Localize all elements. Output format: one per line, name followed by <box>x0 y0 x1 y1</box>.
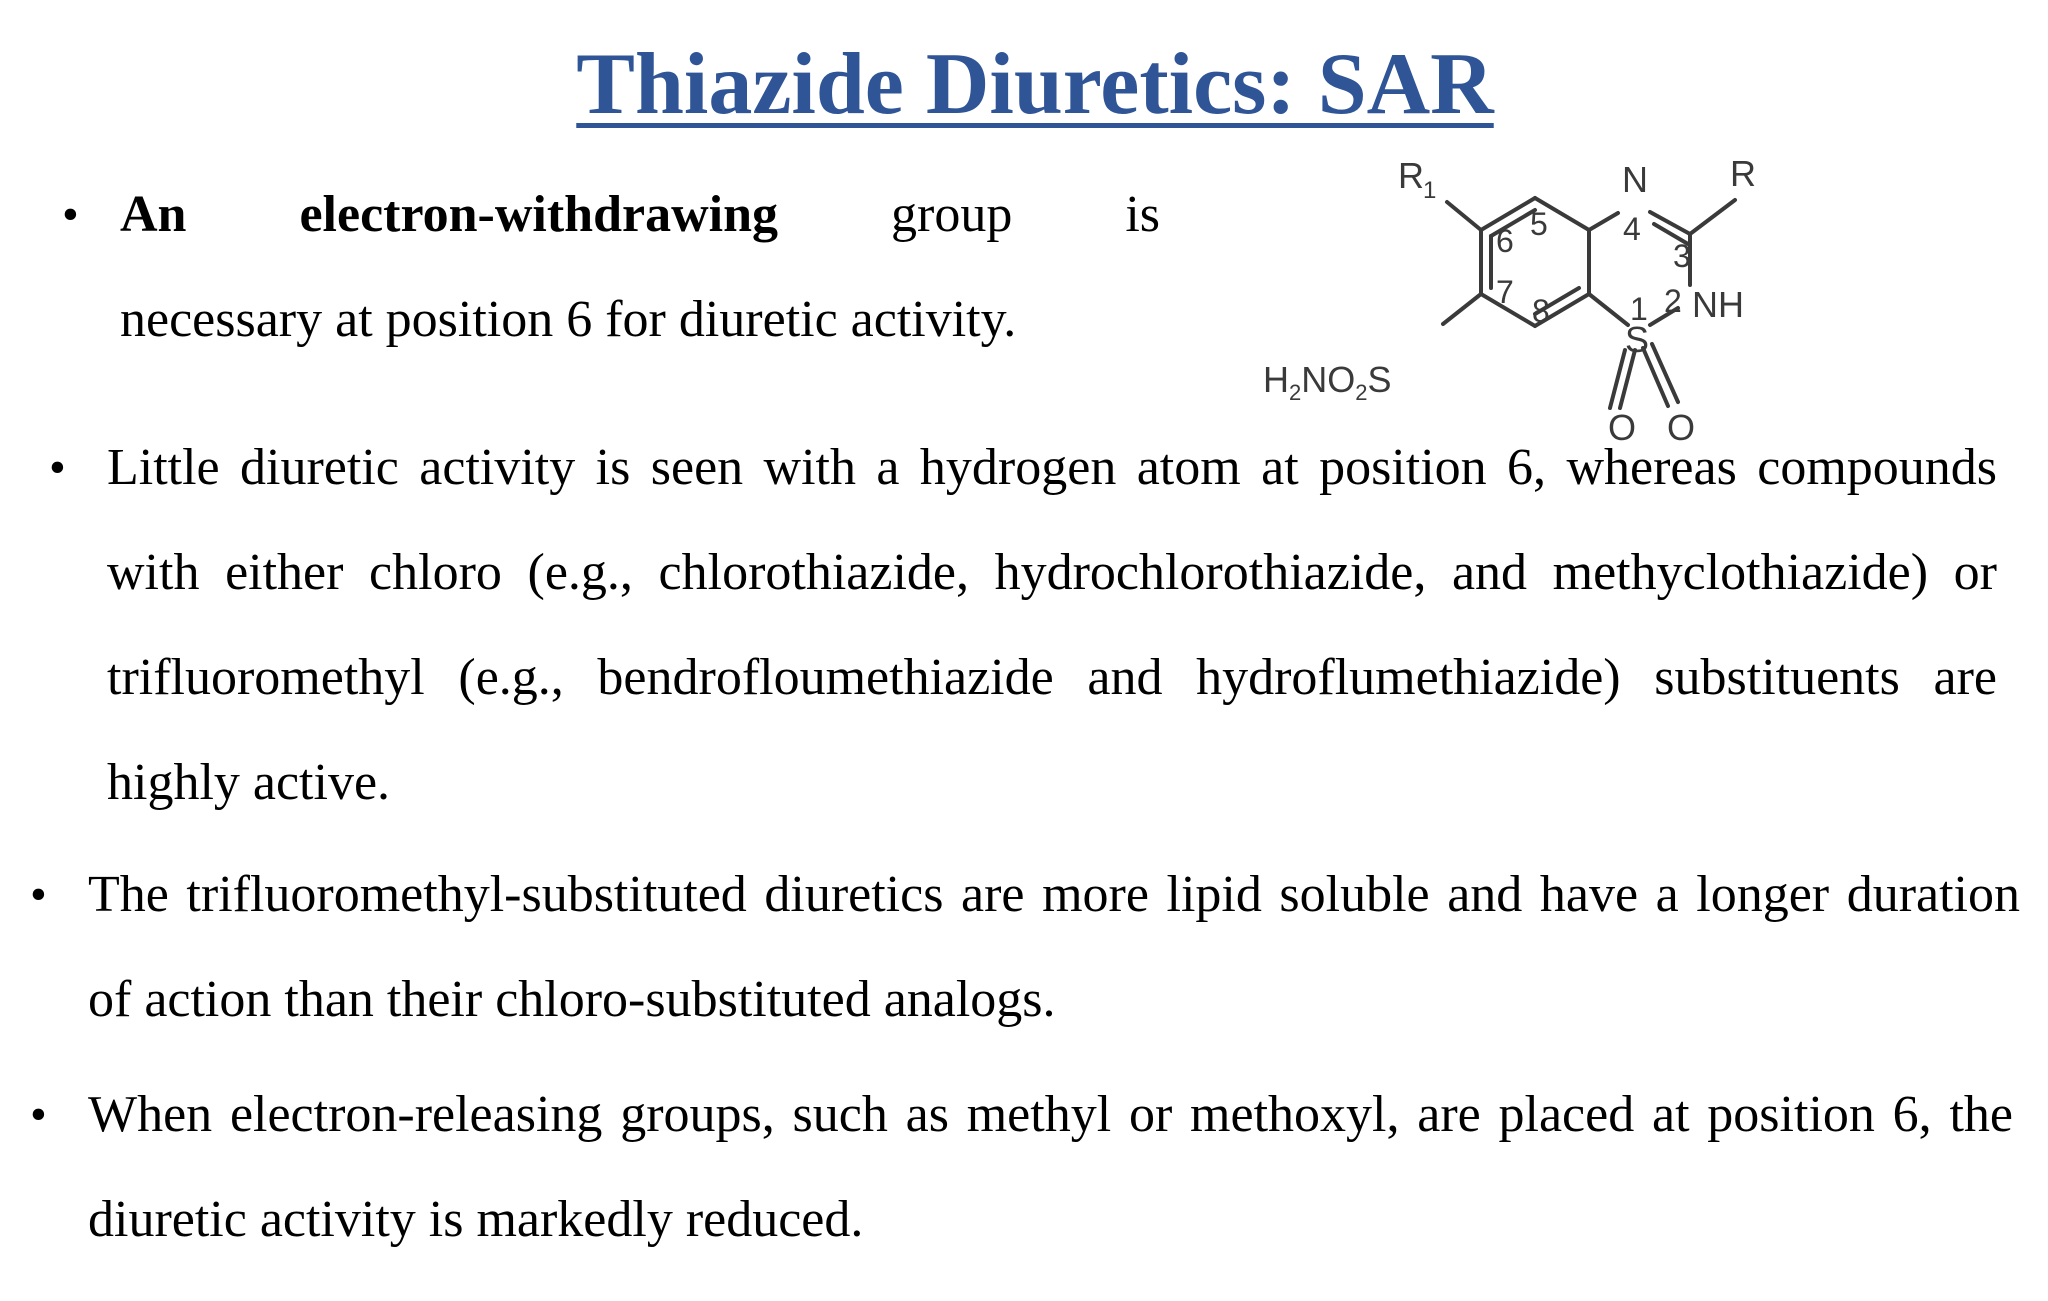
position-2-label: 2 <box>1664 283 1682 319</box>
oxygen-left-label: O <box>1608 407 1637 448</box>
bullet-hydrogen-position-6 <box>49 415 1997 835</box>
bullet-dot: • <box>30 1088 47 1141</box>
bullet-dot: • <box>30 868 47 921</box>
h2no2s-sub-2b: 2 <box>1355 380 1368 405</box>
nh-label: NH <box>1692 284 1744 325</box>
position-5-label: 5 <box>1530 206 1548 242</box>
word-is: is <box>1125 186 1160 243</box>
bullet-dot: • <box>62 188 79 241</box>
position-1-label: 1 <box>1630 291 1648 327</box>
position-3-label: 3 <box>1673 238 1691 274</box>
position-6-label: 6 <box>1496 223 1514 259</box>
h2no2s-no: NO <box>1301 359 1356 400</box>
thiazide-structure-diagram <box>1250 140 1870 450</box>
bullet-text: The trifluoromethyl-substituted diuretics are more lipid soluble and have a longer duration of action than their chloro-substituted analogs. <box>88 866 2020 1028</box>
word-group: group <box>891 186 1013 243</box>
r1-subscript: 1 <box>1423 177 1437 204</box>
r1-label: R <box>1398 155 1424 196</box>
s-atom-label: S <box>1625 319 1650 360</box>
r-label: R <box>1730 153 1756 194</box>
slide-title: Thiazide Diuretics: SAR <box>576 36 1494 133</box>
bold-word-electron-withdrawing: electron-withdrawing <box>299 186 779 243</box>
bullet-trifluoromethyl-lipid <box>30 842 2020 1052</box>
bullet-electron-releasing <box>30 1062 2013 1272</box>
h2no2s-s: S <box>1367 359 1392 400</box>
oxygen-right-label: O <box>1667 407 1696 448</box>
bullet-first-line <box>120 162 1160 267</box>
h2no2s-h: H <box>1263 359 1289 400</box>
bullet-text: Little diuretic activity is seen with a hydrogen atom at position 6, whereas compounds with either chloro (e.g., chlorothiazide, hydrochlorothiazide, and methyclothiazide) or trifluoromethyl (e.g., bendrofloumethiazide and hydroflumethiazide) substituents are highly active. <box>107 439 1997 811</box>
bullet-dot: • <box>49 441 66 494</box>
n-atom-label: N <box>1622 159 1648 200</box>
h2no2s-label <box>1263 359 1392 405</box>
bullet-electron-withdrawing <box>62 162 1160 372</box>
bullet-rest-text: necessary at position 6 for diuretic activity. <box>120 291 1017 348</box>
bullet-text: When electron-releasing groups, such as methyl or methoxyl, are placed at position 6, the diuretic activity is markedly reduced. <box>88 1086 2013 1248</box>
bold-word-an: An <box>120 186 187 243</box>
position-8-label: 8 <box>1532 293 1550 329</box>
position-4-label: 4 <box>1623 211 1641 247</box>
position-7-label: 7 <box>1496 274 1514 310</box>
h2no2s-sub-2a: 2 <box>1289 380 1302 405</box>
